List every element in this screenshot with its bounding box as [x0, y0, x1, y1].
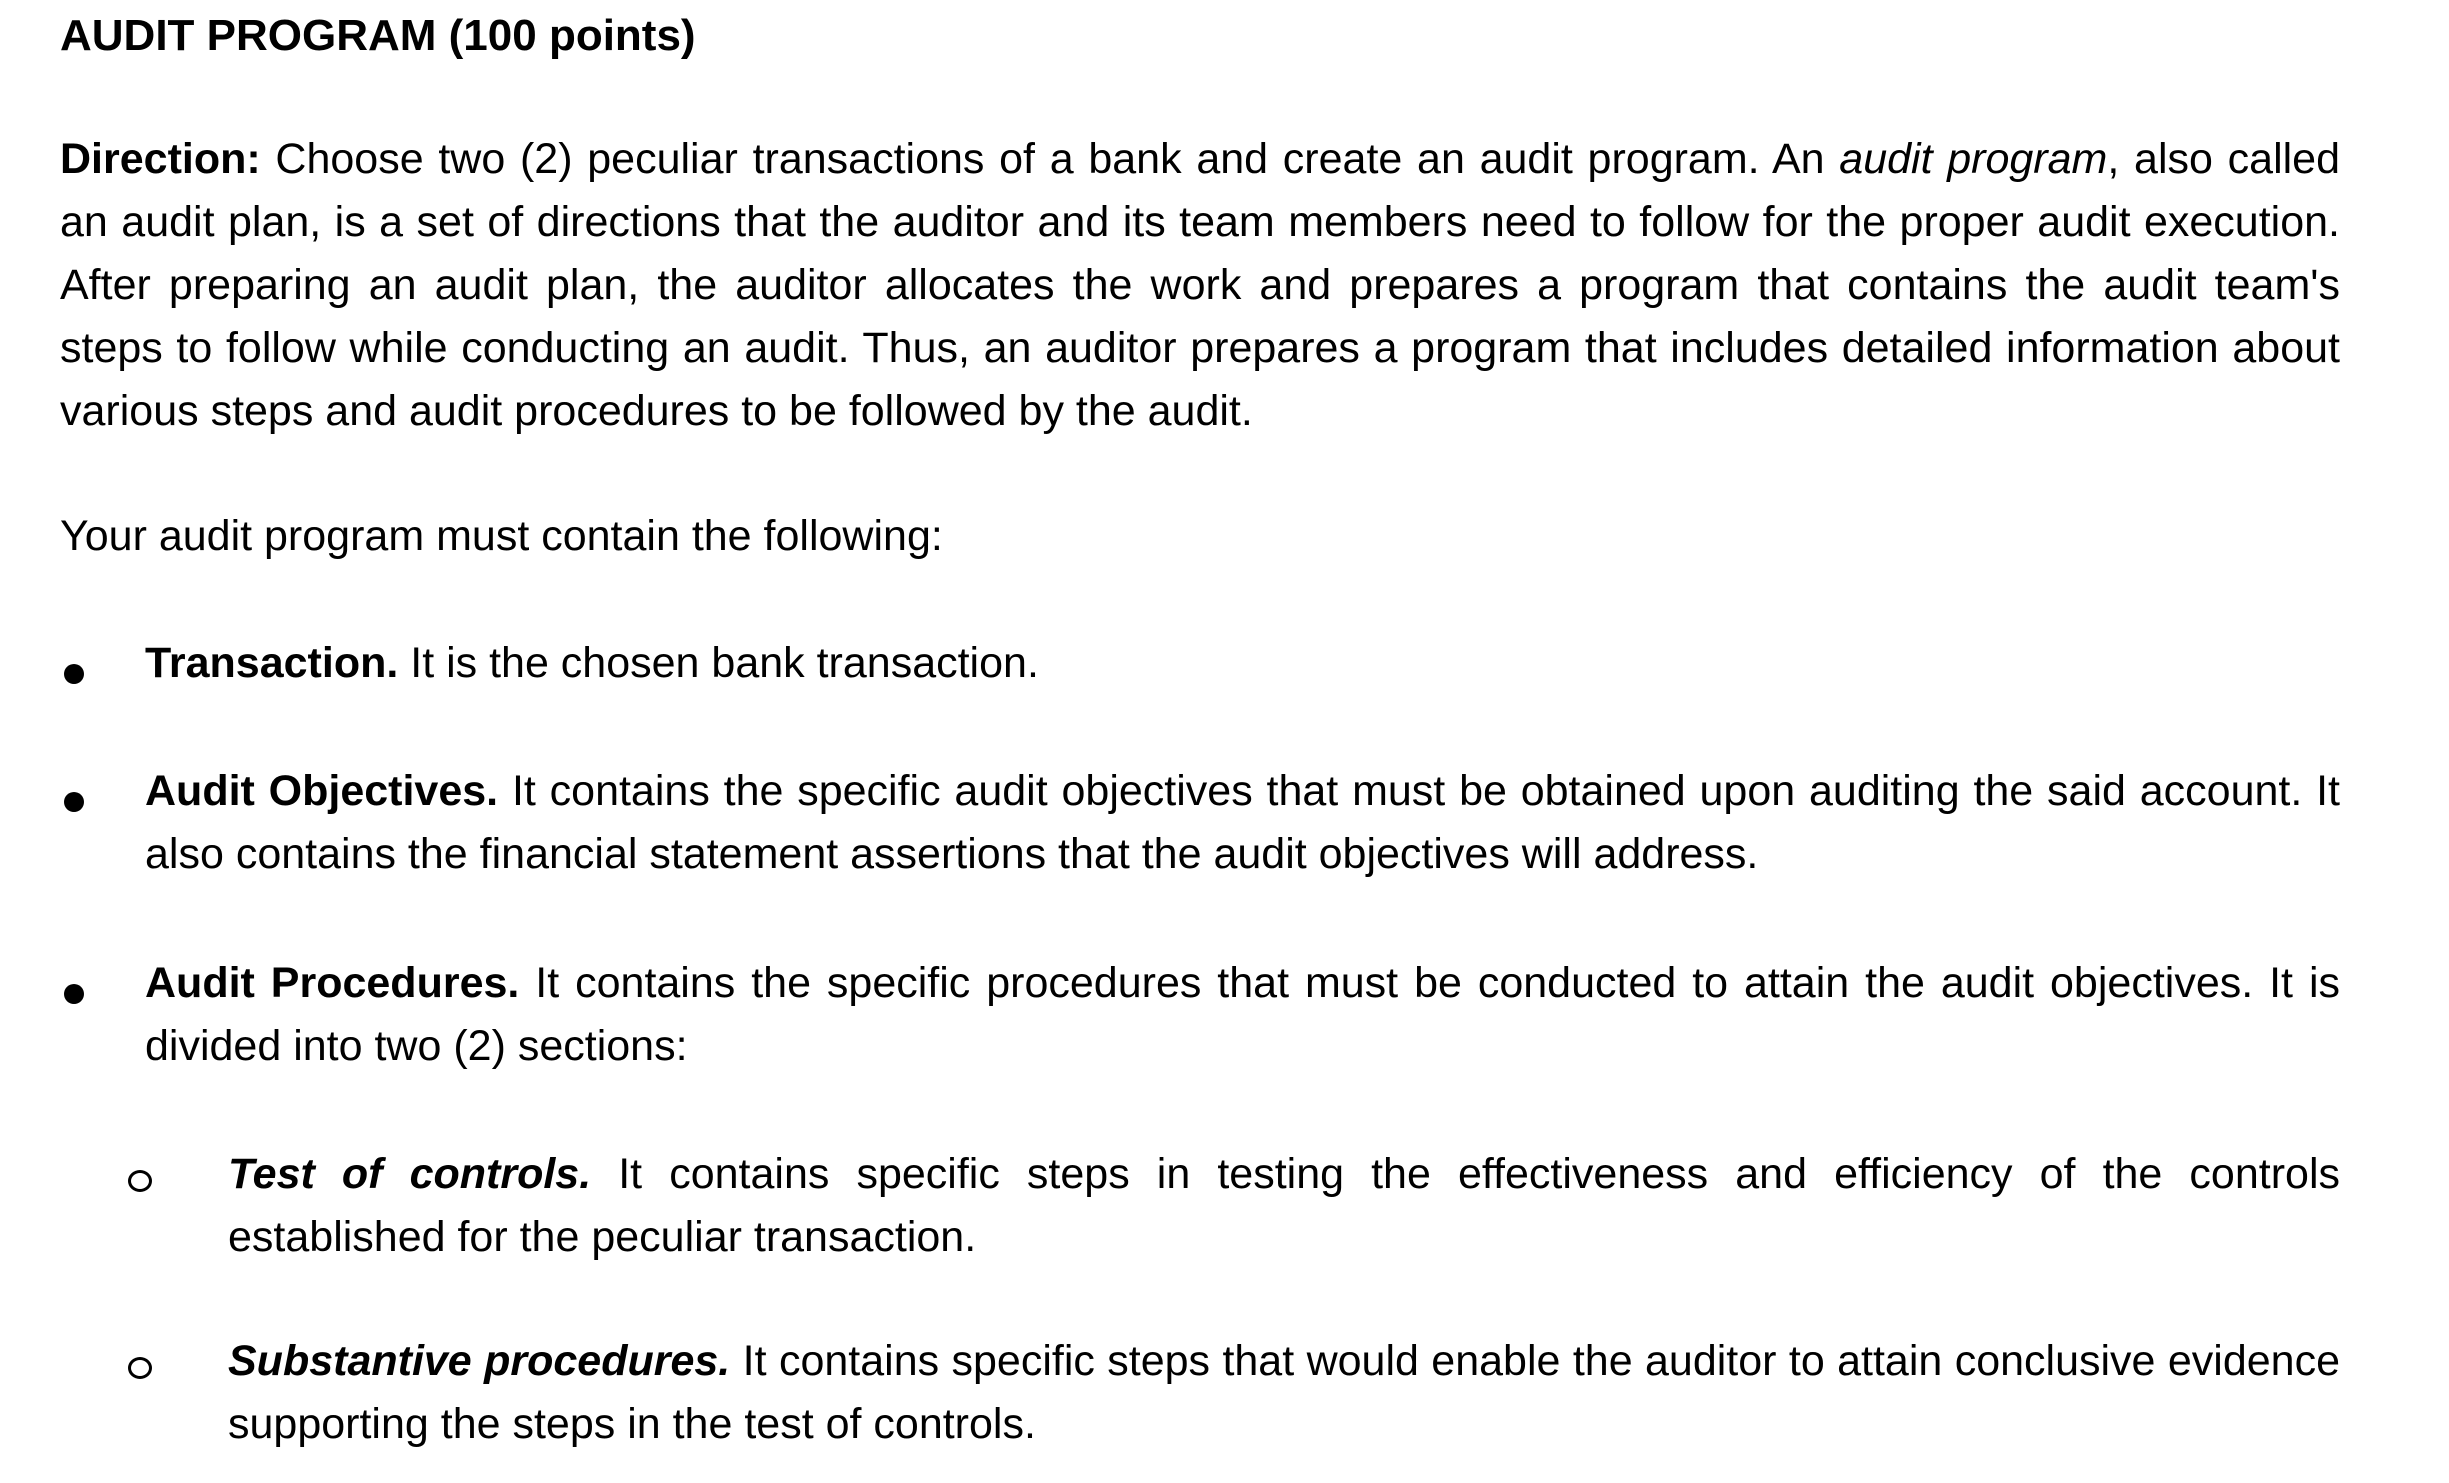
- bullet-dot: [64, 664, 84, 684]
- document-title: AUDIT PROGRAM (100 points): [60, 11, 696, 60]
- subitem-substantive-procedures: [228, 1330, 2340, 1456]
- list-item-audit-procedures: [145, 952, 2340, 1078]
- list-item-audit-objectives: [145, 760, 2340, 886]
- direction-paragraph: [60, 128, 2340, 443]
- direction-label: Direction:: [60, 135, 261, 183]
- list-item-text: It contains the specific audit objectives that must be obtained upon auditing the said account. It also contains the financial statement assertions that the audit objectives will address.: [145, 767, 2341, 878]
- circle-bullet: [128, 1357, 152, 1379]
- direction-text-after: , also called an audit plan, is a set of directions that the auditor and its team members need to follow for the proper audit execution. After preparing an audit plan, the auditor allocates the work and prepares a program that contains the audit team's steps to follow while conducting an audit. Thus, an auditor prepares a program that includes detailed information about various steps and audit procedures to be followed by the audit.: [60, 135, 2341, 435]
- subitem-text: It contains specific steps that would enable the auditor to attain conclusive evidence supporting the steps in the test of controls.: [228, 1337, 2340, 1448]
- list-item-text: It contains the specific procedures that must be conducted to attain the audit objectives. It is divided into two (2) sections:: [145, 959, 2340, 1070]
- list-item-label: Audit Procedures.: [145, 959, 520, 1007]
- bullet-dot: [64, 984, 84, 1004]
- subitem-test-of-controls: [228, 1143, 2340, 1269]
- bullet-dot: [64, 792, 84, 812]
- intro-paragraph: Your audit program must contain the following:: [60, 512, 943, 560]
- subitem-label: Substantive procedures.: [228, 1337, 731, 1385]
- subitem-label: Test of controls.: [228, 1150, 592, 1198]
- list-item-transaction: [145, 632, 2340, 695]
- list-item-label: Transaction.: [145, 639, 399, 687]
- direction-italic-term: audit program: [1839, 135, 2108, 183]
- direction-text-before: Choose two (2) peculiar transactions of a bank and create an audit program. An: [260, 135, 1840, 183]
- list-item-text: It is the chosen bank transaction.: [398, 639, 1039, 687]
- list-item-label: Audit Objectives.: [145, 767, 499, 815]
- subitem-text: It contains specific steps in testing the effectiveness and efficiency of the controls established for the peculiar transaction.: [228, 1150, 2340, 1261]
- circle-bullet: [128, 1170, 152, 1192]
